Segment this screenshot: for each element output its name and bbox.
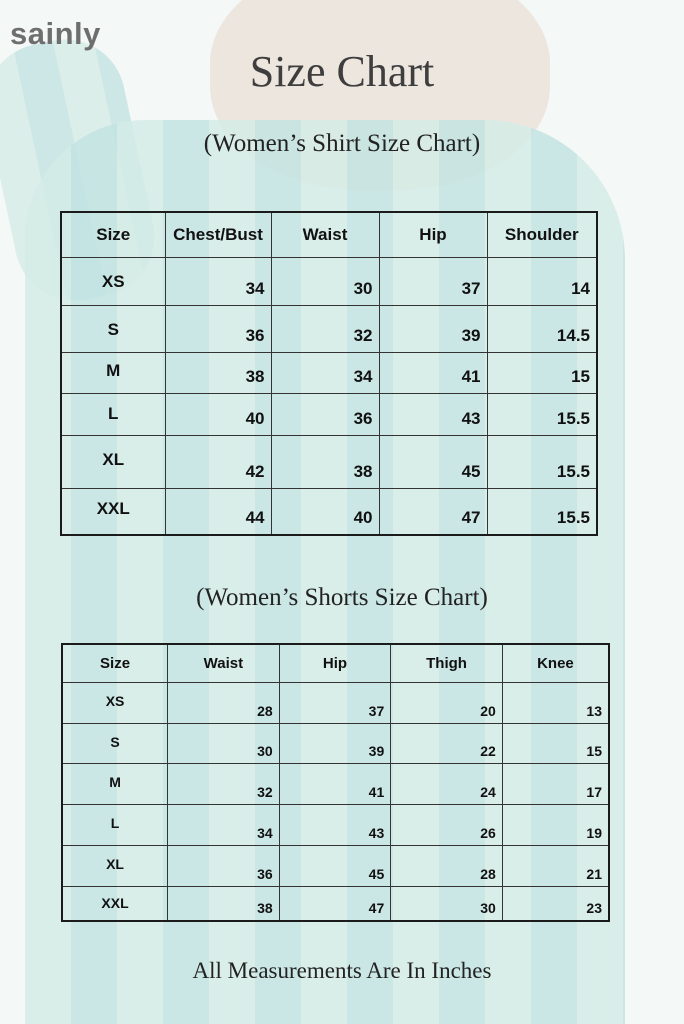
waist-cell: 36 [271,394,379,436]
chest-cell: 38 [165,353,271,394]
hip-cell: 41 [279,764,391,805]
column-header: Thigh [391,644,503,683]
shorts-chart-heading: (Women’s Shorts Size Chart) [196,584,488,611]
knee-cell: 19 [502,805,609,846]
thigh-cell: 26 [391,805,503,846]
chest-cell: 42 [165,436,271,489]
table-row [61,394,597,436]
column-header: Knee [502,644,609,683]
hip-cell: 43 [379,394,487,436]
waist-cell: 34 [168,805,280,846]
shoulder-cell: 15 [487,353,597,394]
shoulder-cell: 14.5 [487,306,597,353]
waist-cell: 30 [168,724,280,764]
table-row [62,846,609,887]
table-row [62,805,609,846]
size-cell: S [62,724,168,764]
table-row [62,887,609,921]
thigh-cell: 22 [391,724,503,764]
column-header: Hip [279,644,391,683]
table-row [61,258,597,306]
knee-cell: 13 [502,683,609,724]
hip-cell: 37 [279,683,391,724]
table-row [61,353,597,394]
column-header: Waist [271,212,379,258]
measurement-note: All Measurements Are In Inches [192,958,492,983]
knee-cell: 15 [502,724,609,764]
shorts-size-table [61,643,610,922]
table-row [62,683,609,724]
table-header-row [62,644,609,683]
size-cell: S [61,306,165,353]
waist-cell: 36 [168,846,280,887]
waist-cell: 40 [271,489,379,535]
shoulder-cell: 15.5 [487,436,597,489]
knee-cell: 17 [502,764,609,805]
brand-logo: sainly [10,16,101,51]
shoulder-cell: 15.5 [487,489,597,535]
size-cell: XS [61,258,165,306]
waist-cell: 38 [271,436,379,489]
column-header: Size [61,212,165,258]
table-row [61,436,597,489]
chest-cell: 36 [165,306,271,353]
size-cell: XL [62,846,168,887]
size-cell: L [62,805,168,846]
table-header-row [61,212,597,258]
knee-cell: 23 [502,887,609,921]
thigh-cell: 30 [391,887,503,921]
chest-cell: 34 [165,258,271,306]
column-header: Shoulder [487,212,597,258]
shirt-size-table [60,211,598,536]
table-row [61,489,597,535]
chest-cell: 44 [165,489,271,535]
knee-cell: 21 [502,846,609,887]
waist-cell: 34 [271,353,379,394]
column-header: Waist [168,644,280,683]
shirt-chart-heading: (Women’s Shirt Size Chart) [203,130,481,157]
thigh-cell: 24 [391,764,503,805]
table-row [61,306,597,353]
column-header: Hip [379,212,487,258]
table-row [62,764,609,805]
hip-cell: 39 [279,724,391,764]
column-header: Size [62,644,168,683]
hip-cell: 37 [379,258,487,306]
waist-cell: 38 [168,887,280,921]
shoulder-cell: 14 [487,258,597,306]
size-cell: XL [61,436,165,489]
waist-cell: 30 [271,258,379,306]
hip-cell: 47 [279,887,391,921]
column-header: Chest/Bust [165,212,271,258]
size-cell: M [62,764,168,805]
hip-cell: 47 [379,489,487,535]
waist-cell: 32 [271,306,379,353]
table-row [62,724,609,764]
thigh-cell: 20 [391,683,503,724]
hip-cell: 41 [379,353,487,394]
waist-cell: 32 [168,764,280,805]
hip-cell: 45 [379,436,487,489]
thigh-cell: 28 [391,846,503,887]
shoulder-cell: 15.5 [487,394,597,436]
size-cell: L [61,394,165,436]
size-cell: XS [62,683,168,724]
size-cell: XXL [62,887,168,921]
hip-cell: 43 [279,805,391,846]
waist-cell: 28 [168,683,280,724]
hip-cell: 45 [279,846,391,887]
page-title: Size Chart [249,47,435,96]
size-cell: XXL [61,489,165,535]
hip-cell: 39 [379,306,487,353]
size-cell: M [61,353,165,394]
chest-cell: 40 [165,394,271,436]
